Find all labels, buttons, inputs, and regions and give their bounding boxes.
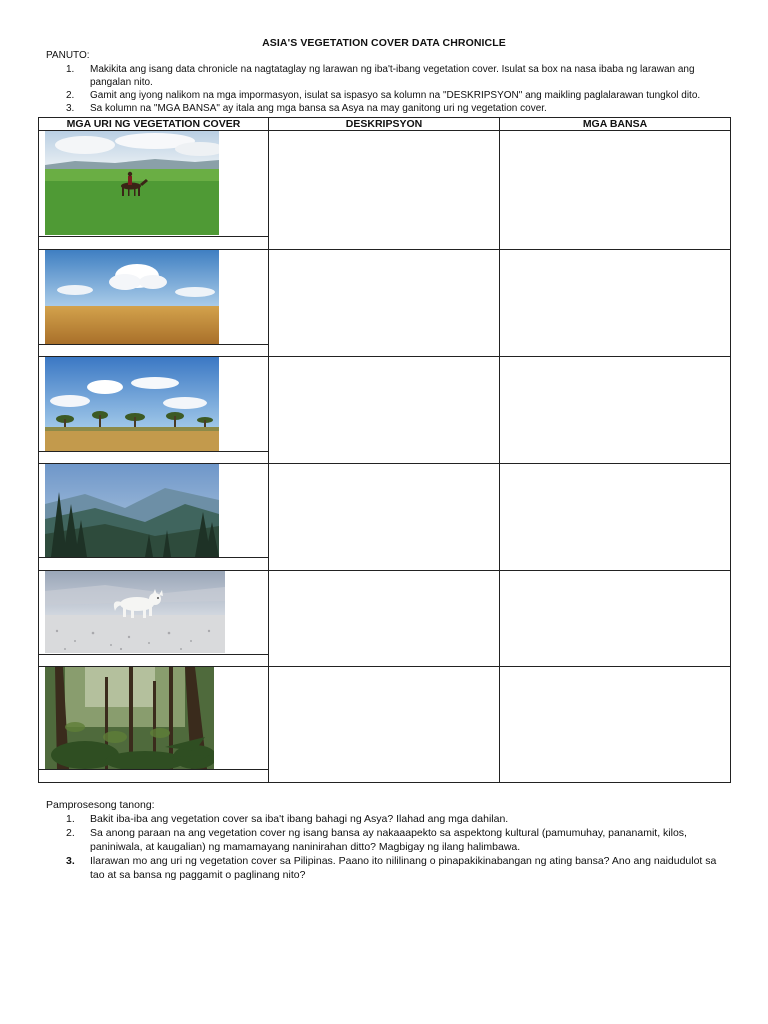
vegetation-name-box-line — [39, 654, 269, 655]
tundra-image — [45, 571, 225, 653]
column-header-countries: MGA BANSA — [500, 118, 731, 131]
page-title: ASIA'S VEGETATION COVER DATA CHRONICLE — [262, 37, 506, 49]
description-cell[interactable] — [269, 131, 500, 250]
question-text: Ilarawan mo ang uri ng vegetation cover sa Pilipinas. Paano ito nililinang o pinapakikinabangan ng ating bansa? Ano ang naidudulot sa tao at sa bansa ng paggamit o paglinang nito? — [90, 855, 717, 881]
description-cell[interactable] — [269, 250, 500, 357]
table-row — [39, 667, 731, 783]
vegetation-name-box-line — [39, 344, 269, 345]
vegetation-image-cell — [39, 667, 269, 783]
table-row — [39, 131, 731, 250]
instruction-text: Makikita ang isang data chronicle na nagtataglay ng larawan ng iba't-ibang vegetation cover. Isulat sa box na nasa ibaba ng larawan ang pangalan nito. — [90, 64, 695, 88]
question-number: 3. — [66, 855, 75, 867]
vegetation-name-box-line — [39, 236, 269, 237]
question-text: Sa anong paraan na ang vegetation cover ng isang bansa ay nakaaapekto sa aspektong kultural (pamumuhay, pananamit, kilos, paniniwala, at kaugalian) ng mamamayang naninirahan ditto? Magbigay ng ilang halimbawa. — [90, 827, 687, 853]
coniferous-forest-image — [45, 464, 219, 557]
countries-cell[interactable] — [500, 571, 731, 667]
vegetation-name-box-line — [39, 769, 269, 770]
instruction-text: Sa kolumn na "MGA BANSA" ay itala ang mga bansa sa Asya na may ganitong uri ng vegetation cover. — [90, 103, 547, 114]
table-row — [39, 250, 731, 357]
description-cell[interactable] — [269, 357, 500, 464]
countries-cell[interactable] — [500, 667, 731, 783]
description-cell[interactable] — [269, 571, 500, 667]
question-text: Bakit iba-iba ang vegetation cover sa iba't ibang bahagi ng Asya? Ilahad ang mga dahilan. — [90, 813, 509, 825]
vegetation-image-cell — [39, 131, 269, 250]
description-cell[interactable] — [269, 464, 500, 571]
question-number: 2. — [66, 827, 75, 839]
prairie-grassland-image — [45, 250, 219, 344]
vegetation-image-cell — [39, 571, 269, 667]
vegetation-image-cell — [39, 464, 269, 571]
question-item — [46, 854, 726, 882]
question-item — [46, 812, 726, 826]
description-cell[interactable] — [269, 667, 500, 783]
countries-cell[interactable] — [500, 357, 731, 464]
vegetation-name-box-line — [39, 451, 269, 452]
savanna-image — [45, 357, 219, 451]
table-row — [39, 357, 731, 464]
question-item — [46, 826, 726, 854]
instruction-number: 3. — [66, 103, 75, 114]
vegetation-name-box-line — [39, 557, 269, 558]
instruction-item — [46, 63, 736, 89]
questions-heading: Pamprosesong tanong: — [46, 799, 155, 811]
countries-cell[interactable] — [500, 250, 731, 357]
instruction-item — [46, 102, 736, 115]
vegetation-data-table — [38, 117, 731, 783]
column-header-description: DESKRIPSYON — [269, 118, 500, 131]
tropical-rainforest-image — [45, 667, 214, 769]
column-header-vegetation-type: MGA URI NG VEGETATION COVER — [39, 118, 269, 131]
instruction-item — [46, 89, 736, 102]
table-row — [39, 464, 731, 571]
steppe-grassland-image — [45, 131, 219, 235]
countries-cell[interactable] — [500, 131, 731, 250]
instruction-number: 2. — [66, 90, 75, 101]
vegetation-image-cell — [39, 250, 269, 357]
question-number: 1. — [66, 813, 75, 825]
questions-list — [46, 812, 726, 882]
instruction-text: Gamit ang iyong nalikom na mga impormasyon, isulat sa ispasyo sa kolumn na "DESKRIPSYON" ang maikling paglalarawan tungkol dito. — [90, 90, 701, 101]
instruction-number: 1. — [66, 64, 75, 75]
instructions-list — [46, 63, 736, 115]
table-row — [39, 571, 731, 667]
table-header-row — [39, 118, 731, 131]
countries-cell[interactable] — [500, 464, 731, 571]
vegetation-image-cell — [39, 357, 269, 464]
instructions-heading: PANUTO: — [46, 50, 90, 61]
